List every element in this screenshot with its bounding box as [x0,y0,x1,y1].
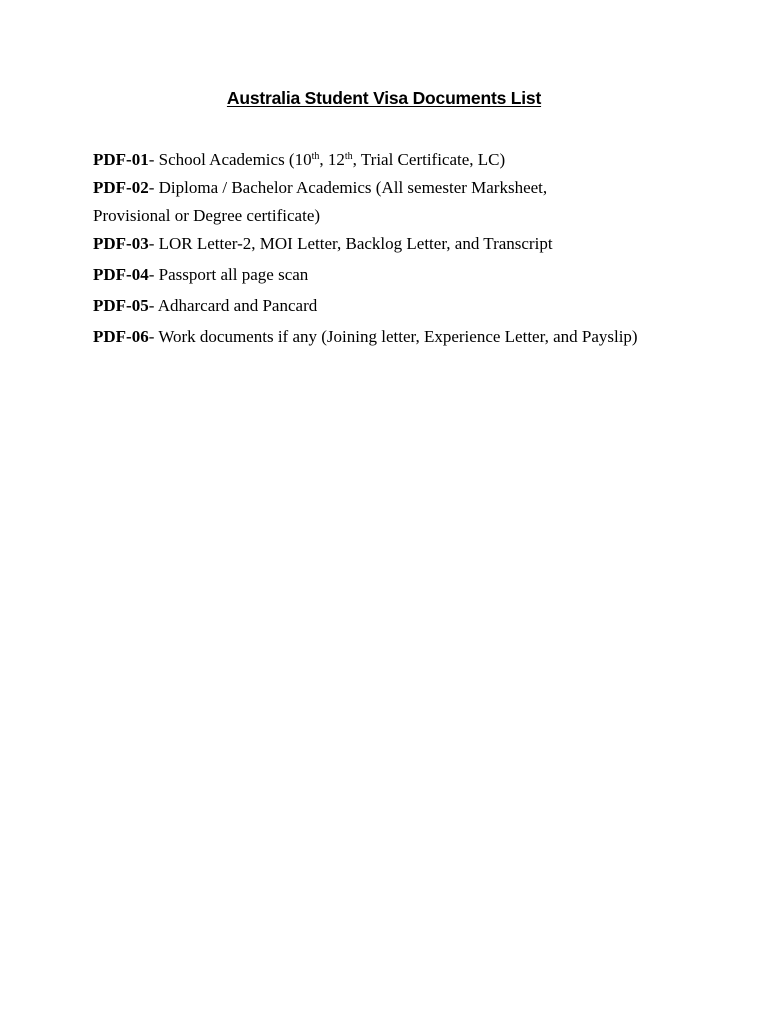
item-code: PDF-01 [93,150,149,169]
page-title: Australia Student Visa Documents List [226,88,542,108]
item-text: , Trial Certificate, LC) [352,150,506,169]
item-code: PDF-06 [93,327,149,346]
item-text-continuation: Provisional or Degree certificate) [93,206,321,225]
item-text: - Passport all page scan [148,265,309,284]
item-code: PDF-05 [93,296,149,315]
item-text: , 12 [319,150,345,169]
item-code: PDF-03 [93,234,149,253]
list-item-pdf-02 [93,178,674,226]
list-item-pdf-06 [93,327,674,347]
list-item-pdf-05 [93,296,674,316]
item-text: - School Academics (10 [148,150,312,169]
item-text: - Adharcard and Pancard [148,296,318,315]
list-item-pdf-04 [93,265,674,285]
item-text: - Work documents if any (Joining letter, Experience Letter, and Payslip) [148,327,638,346]
item-text: - LOR Letter-2, MOI Letter, Backlog Letter, and Transcript [148,234,553,253]
list-item-pdf-01 [93,150,674,170]
list-item-pdf-03 [93,234,674,254]
item-code: PDF-04 [93,265,149,284]
item-text: - Diploma / Bachelor Academics (All semester Marksheet, [148,178,548,197]
superscript: th [344,151,353,162]
item-code: PDF-02 [93,178,149,197]
superscript: th [311,151,320,162]
